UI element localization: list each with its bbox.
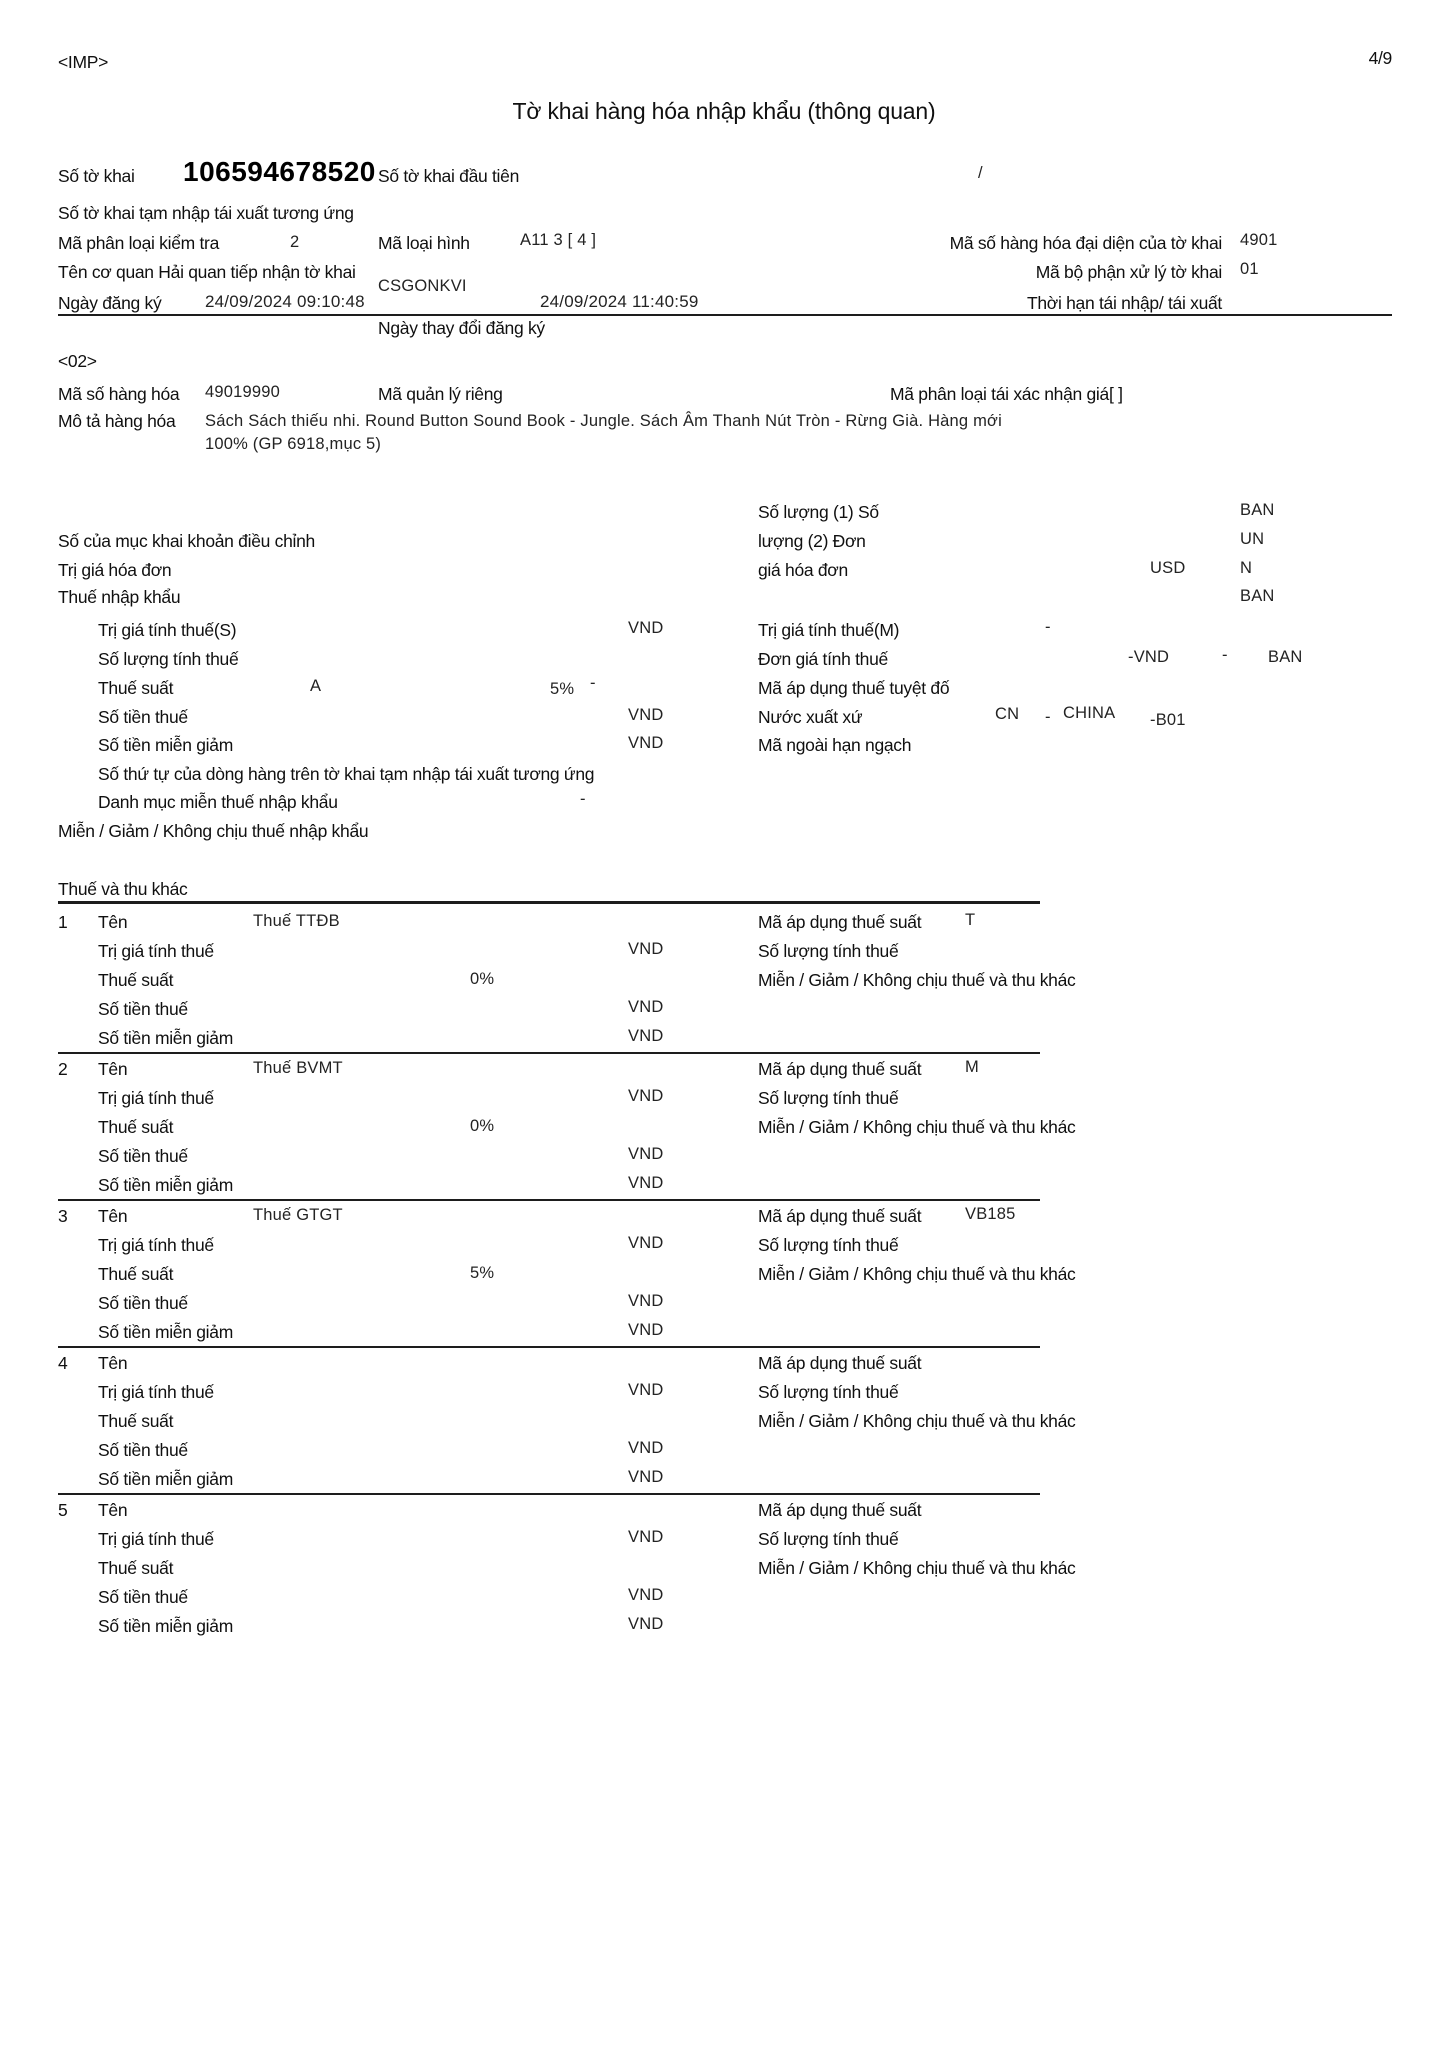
exemption-amount-currency: VND	[628, 1174, 664, 1192]
amount-label: Số tiền thuế	[98, 1146, 188, 1166]
unit-value-4: BAN	[1240, 587, 1275, 605]
amount-currency: VND	[628, 998, 664, 1016]
taxable-quantity-label: Số lượng tính thuế	[758, 1382, 899, 1402]
rate-label: Thuế suất	[98, 1558, 174, 1578]
taxable-value-currency: VND	[628, 940, 664, 958]
tax-rate-dash: -	[590, 674, 596, 692]
duty-free-list-value: -	[580, 790, 586, 808]
tax-exemption-amount-currency: VND	[628, 734, 664, 752]
tax-rate-label: Thuế suất	[98, 678, 174, 698]
tax-block-divider	[58, 1199, 1040, 1201]
type-code-value: A11 3 [ 4 ]	[520, 231, 597, 249]
amount-currency: VND	[628, 1292, 664, 1310]
rate-value: 5%	[470, 1264, 495, 1282]
tax-name-label: Tên	[98, 1500, 128, 1520]
other-taxes-section-title: Thuế và thu khác	[58, 879, 188, 899]
rate-value: 0%	[470, 970, 495, 988]
exemption-label: Miễn / Giảm / Không chịu thuế và thu khác	[758, 1411, 1076, 1431]
origin-country-suffix: -B01	[1150, 711, 1186, 729]
rate-label: Thuế suất	[98, 1264, 174, 1284]
declaration-number-label: Số tờ khai	[58, 166, 135, 186]
tax-block-divider	[58, 1052, 1040, 1054]
tax-rate-value: 5%	[550, 680, 575, 698]
import-duty-label: Thuế nhập khẩu	[58, 587, 181, 607]
representative-hs-value: 4901	[1240, 231, 1278, 249]
type-code-label: Mã loại hình	[378, 233, 470, 253]
taxable-value-label: Trị giá tính thuế	[98, 1382, 214, 1402]
quantity-unitprice-label-line2: lượng (2) Đơn	[758, 531, 866, 551]
tax-rate-code-value: T	[965, 911, 976, 929]
tax-block-divider	[58, 1346, 1040, 1348]
origin-country-code: CN	[995, 705, 1020, 723]
amount-currency: VND	[628, 1439, 664, 1457]
exemption-amount-label: Số tiền miễn giảm	[98, 1322, 233, 1342]
unit-value-2: UN	[1240, 530, 1265, 548]
exemption-amount-currency: VND	[628, 1027, 664, 1045]
declaration-number-value: 106594678520	[183, 156, 376, 187]
amount-label: Số tiền thuế	[98, 1587, 188, 1607]
hs-code-label: Mã số hàng hóa	[58, 384, 180, 404]
taxable-value-s-currency: VND	[628, 619, 664, 637]
tax-rate-code-label: Mã áp dụng thuế suất	[758, 1059, 922, 1079]
hs-code-value: 49019990	[205, 383, 281, 401]
page-number: 4/9	[1368, 48, 1392, 68]
tax-amount-label: Số tiền thuế	[98, 707, 188, 727]
taxable-unitprice-dash: -	[1222, 646, 1228, 664]
taxable-unitprice-unit: BAN	[1268, 648, 1303, 666]
unit-value-3: N	[1240, 559, 1253, 577]
first-declaration-label: Số tờ khai đầu tiên	[378, 166, 520, 186]
tax-block-2	[0, 1059, 1448, 1206]
origin-country-name: CHINA	[1063, 704, 1116, 722]
other-taxes-divider	[58, 901, 1040, 904]
tax-name-value: Thuế TTĐB	[253, 912, 340, 930]
first-declaration-value: /	[978, 164, 983, 182]
temp-import-line-number-label: Số thứ tự của dòng hàng trên tờ khai tạm nhập tái xuất tương ứng	[98, 764, 595, 784]
exemption-label: Miễn / Giảm / Không chịu thuế và thu khác	[758, 1558, 1076, 1578]
value-reconfirm-class-label: Mã phân loại tái xác nhận giá[ ]	[890, 384, 1123, 404]
quantity-unitprice-label-line3: giá hóa đơn	[758, 560, 848, 580]
tax-rate-code-label: Mã áp dụng thuế suất	[758, 1353, 922, 1373]
private-management-code-label: Mã quản lý riêng	[378, 384, 503, 404]
inspection-class-label: Mã phân loại kiểm tra	[58, 233, 220, 253]
registration-date-label: Ngày đăng ký	[58, 293, 162, 313]
tax-name-value: Thuế BVMT	[253, 1059, 343, 1077]
origin-country-label: Nước xuất xứ	[758, 707, 863, 727]
registration-date-value: 24/09/2024 09:10:48	[205, 292, 365, 311]
taxable-value-m-label: Trị giá tính thuế(M)	[758, 620, 900, 640]
tax-amount-currency: VND	[628, 706, 664, 724]
origin-country-dash: -	[1045, 708, 1051, 726]
exemption-amount-label: Số tiền miễn giảm	[98, 1028, 233, 1048]
tax-block-number: 2	[58, 1059, 68, 1079]
amount-currency: VND	[628, 1586, 664, 1604]
exemption-amount-currency: VND	[628, 1468, 664, 1486]
tax-name-value: Thuế GTGT	[253, 1206, 343, 1224]
tax-block-number: 1	[58, 912, 68, 932]
invoice-value-label: Trị giá hóa đơn	[58, 560, 172, 580]
import-duty-exemption-label: Miễn / Giảm / Không chịu thuế nhập khẩu	[58, 821, 369, 841]
inspection-class-value: 2	[290, 233, 300, 251]
tax-name-label: Tên	[98, 1059, 128, 1079]
goods-description-value: Sách Sách thiếu nhi. Round Button Sound Book - Jungle. Sách Âm Thanh Nút Tròn - Rừng Già. Hàng mới 100% (GP 6918,mục 5)	[205, 412, 1002, 453]
processing-unit-label: Mã bộ phận xử lý tờ khai	[1035, 262, 1222, 282]
tax-rate-code-label: Mã áp dụng thuế suất	[758, 1500, 922, 1520]
item-section-tag: <02>	[58, 351, 97, 371]
amount-currency: VND	[628, 1145, 664, 1163]
exemption-amount-label: Số tiền miễn giảm	[98, 1469, 233, 1489]
exemption-amount-currency: VND	[628, 1615, 664, 1633]
tax-block-5	[0, 1500, 1448, 1647]
exemption-label: Miễn / Giảm / Không chịu thuế và thu khác	[758, 1117, 1076, 1137]
amount-label: Số tiền thuế	[98, 1440, 188, 1460]
tax-block-1	[0, 912, 1448, 1059]
tax-block-3	[0, 1206, 1448, 1353]
tax-rate-code-label: Mã áp dụng thuế suất	[758, 1206, 922, 1226]
invoice-currency-value: USD	[1150, 559, 1186, 577]
exemption-amount-label: Số tiền miễn giảm	[98, 1175, 233, 1195]
goods-description-label: Mô tả hàng hóa	[58, 411, 176, 431]
tax-rate-code-value: M	[965, 1058, 979, 1076]
tax-block-4	[0, 1353, 1448, 1500]
tax-rate-code-value: VB185	[965, 1205, 1016, 1223]
taxable-quantity-label: Số lượng tính thuế	[98, 649, 239, 669]
taxable-quantity-label: Số lượng tính thuế	[758, 941, 899, 961]
exemption-amount-label: Số tiền miễn giảm	[98, 1616, 233, 1636]
taxable-value-currency: VND	[628, 1087, 664, 1105]
tax-block-number: 4	[58, 1353, 68, 1373]
exemption-label: Miễn / Giảm / Không chịu thuế và thu khác	[758, 970, 1076, 990]
taxable-value-currency: VND	[628, 1381, 664, 1399]
customs-office-label: Tên cơ quan Hải quan tiếp nhận tờ khai	[58, 262, 356, 282]
taxable-value-currency: VND	[628, 1234, 664, 1252]
header-divider	[58, 314, 1392, 316]
taxable-value-label: Trị giá tính thuế	[98, 1529, 214, 1549]
rate-label: Thuế suất	[98, 970, 174, 990]
adjustment-item-label: Số của mục khai khoản điều chỉnh	[58, 531, 315, 551]
taxable-quantity-label: Số lượng tính thuế	[758, 1088, 899, 1108]
taxable-unitprice-currency: -VND	[1128, 648, 1170, 666]
unit-value-1: BAN	[1240, 501, 1275, 519]
taxable-value-s-label: Trị giá tính thuế(S)	[98, 620, 237, 640]
tax-block-number: 3	[58, 1206, 68, 1226]
taxable-quantity-label: Số lượng tính thuế	[758, 1529, 899, 1549]
amount-label: Số tiền thuế	[98, 999, 188, 1019]
tax-rate-code-label: Mã áp dụng thuế suất	[758, 912, 922, 932]
tax-block-divider	[58, 1493, 1040, 1495]
taxable-unitprice-label: Đơn giá tính thuế	[758, 649, 888, 669]
tax-rate-code: A	[310, 677, 322, 695]
exemption-label: Miễn / Giảm / Không chịu thuế và thu khác	[758, 1264, 1076, 1284]
taxable-value-m-value: -	[1045, 618, 1051, 636]
taxable-value-label: Trị giá tính thuế	[98, 941, 214, 961]
registration-change-date-value: 24/09/2024 11:40:59	[540, 292, 699, 311]
tax-block-number: 5	[58, 1500, 68, 1520]
rate-value: 0%	[470, 1117, 495, 1135]
quantity-unitprice-label-line1: Số lượng (1) Số	[758, 502, 879, 522]
taxable-value-currency: VND	[628, 1528, 664, 1546]
taxable-quantity-label: Số lượng tính thuế	[758, 1235, 899, 1255]
reimport-deadline-label: Thời hạn tái nhập/ tái xuất	[1026, 293, 1222, 313]
representative-hs-label: Mã số hàng hóa đại diện của tờ khai	[949, 233, 1222, 253]
taxable-value-label: Trị giá tính thuế	[98, 1235, 214, 1255]
page-title: Tờ khai hàng hóa nhập khẩu (thông quan)	[512, 98, 936, 124]
rate-label: Thuế suất	[98, 1117, 174, 1137]
out-of-quota-code-label: Mã ngoài hạn ngạch	[758, 735, 912, 755]
tax-exemption-amount-label: Số tiền miễn giảm	[98, 735, 233, 755]
temp-import-reexport-label: Số tờ khai tạm nhập tái xuất tương ứng	[58, 203, 354, 223]
processing-unit-value: 01	[1240, 260, 1259, 278]
taxable-value-label: Trị giá tính thuế	[98, 1088, 214, 1108]
absolute-tax-code-label: Mã áp dụng thuế tuyệt đố	[758, 678, 950, 698]
customs-office-value: CSGONKVI	[378, 277, 467, 295]
tax-name-label: Tên	[98, 1206, 128, 1226]
rate-label: Thuế suất	[98, 1411, 174, 1431]
tax-name-label: Tên	[98, 912, 128, 932]
exemption-amount-currency: VND	[628, 1321, 664, 1339]
amount-label: Số tiền thuế	[98, 1293, 188, 1313]
duty-free-list-label: Danh mục miễn thuế nhập khẩu	[98, 792, 338, 812]
registration-change-date-label: Ngày thay đổi đăng ký	[378, 318, 545, 338]
tax-name-label: Tên	[98, 1353, 128, 1373]
imp-tag: <IMP>	[58, 52, 109, 72]
